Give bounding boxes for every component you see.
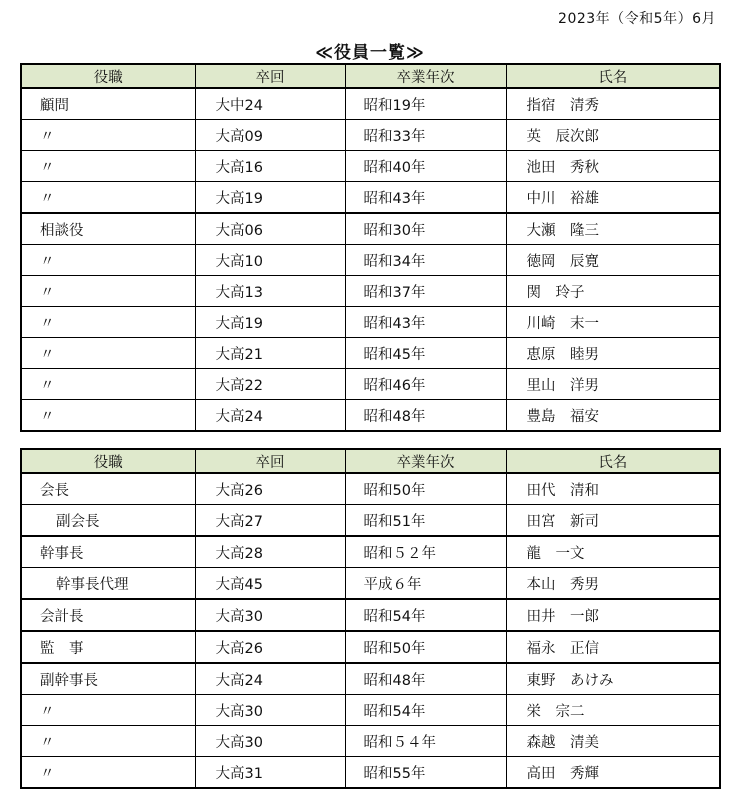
grad-year-cell: 昭和55年 <box>345 757 506 789</box>
table-row <box>21 182 720 214</box>
grad-year-cell: 平成６年 <box>345 568 506 600</box>
grad-year-cell: 昭和40年 <box>345 151 506 182</box>
role-cell: 副幹事長 <box>21 663 195 695</box>
name-cell: 田宮 新司 <box>506 505 720 537</box>
name-cell: 本山 秀男 <box>506 568 720 600</box>
grad-year-cell: 昭和54年 <box>345 599 506 631</box>
role-cell: 〃 <box>21 307 195 338</box>
table-row <box>21 473 720 505</box>
header-role: 役職 <box>21 64 195 88</box>
role-cell: 会長 <box>21 473 195 505</box>
grad-year-cell: 昭和50年 <box>345 473 506 505</box>
table-row <box>21 663 720 695</box>
role-cell: 〃 <box>21 338 195 369</box>
table-row <box>21 695 720 726</box>
table-row <box>21 276 720 307</box>
class-cell: 大高22 <box>195 369 345 400</box>
name-cell: 徳岡 辰寛 <box>506 245 720 276</box>
role-cell: 幹事長 <box>21 536 195 568</box>
table-row <box>21 400 720 432</box>
table-row <box>21 307 720 338</box>
header-role: 役職 <box>21 449 195 473</box>
role-cell: 〃 <box>21 276 195 307</box>
grad-year-cell: 昭和51年 <box>345 505 506 537</box>
table-row <box>21 631 720 663</box>
class-cell: 大高19 <box>195 182 345 214</box>
table-row <box>21 757 720 789</box>
table-header-row <box>21 449 720 473</box>
table-row <box>21 151 720 182</box>
grad-year-cell: 昭和30年 <box>345 213 506 245</box>
class-cell: 大高19 <box>195 307 345 338</box>
advisors-table <box>20 63 721 432</box>
grad-year-cell: 昭和33年 <box>345 120 506 151</box>
class-cell: 大高16 <box>195 151 345 182</box>
name-cell: 中川 裕雄 <box>506 182 720 214</box>
role-cell: 〃 <box>21 695 195 726</box>
class-cell: 大高26 <box>195 631 345 663</box>
role-cell: 相談役 <box>21 213 195 245</box>
header-class: 卒回 <box>195 449 345 473</box>
class-cell: 大高30 <box>195 599 345 631</box>
name-cell: 指宿 清秀 <box>506 88 720 120</box>
grad-year-cell: 昭和５４年 <box>345 726 506 757</box>
class-cell: 大高45 <box>195 568 345 600</box>
role-cell: 監 事 <box>21 631 195 663</box>
name-cell: 龍 一文 <box>506 536 720 568</box>
grad-year-cell: 昭和54年 <box>345 695 506 726</box>
grad-year-cell: 昭和46年 <box>345 369 506 400</box>
name-cell: 恵原 睦男 <box>506 338 720 369</box>
table-row <box>21 213 720 245</box>
class-cell: 大高06 <box>195 213 345 245</box>
grad-year-cell: 昭和19年 <box>345 88 506 120</box>
role-cell: 〃 <box>21 182 195 214</box>
class-cell: 大高09 <box>195 120 345 151</box>
class-cell: 大高30 <box>195 695 345 726</box>
role-cell: 〃 <box>21 400 195 432</box>
header-grad-year: 卒業年次 <box>345 449 506 473</box>
table-row <box>21 245 720 276</box>
header-name: 氏名 <box>506 449 720 473</box>
role-cell: 顧問 <box>21 88 195 120</box>
name-cell: 田代 清和 <box>506 473 720 505</box>
table-row <box>21 599 720 631</box>
class-cell: 大高31 <box>195 757 345 789</box>
name-cell: 池田 秀秋 <box>506 151 720 182</box>
class-cell: 大高21 <box>195 338 345 369</box>
document-date: 2023年（令和5年）6月 <box>558 11 716 27</box>
header-class: 卒回 <box>195 64 345 88</box>
grad-year-cell: 昭和45年 <box>345 338 506 369</box>
name-cell: 里山 洋男 <box>506 369 720 400</box>
table-row <box>21 88 720 120</box>
role-cell: 副会長 <box>21 505 195 537</box>
grad-year-cell: 昭和48年 <box>345 663 506 695</box>
name-cell: 田井 一郎 <box>506 599 720 631</box>
class-cell: 大高28 <box>195 536 345 568</box>
table-row <box>21 338 720 369</box>
header-name: 氏名 <box>506 64 720 88</box>
role-cell: 〃 <box>21 151 195 182</box>
class-cell: 大高26 <box>195 473 345 505</box>
grad-year-cell: 昭和50年 <box>345 631 506 663</box>
class-cell: 大高13 <box>195 276 345 307</box>
name-cell: 関 玲子 <box>506 276 720 307</box>
name-cell: 大瀬 隆三 <box>506 213 720 245</box>
officers-table <box>20 448 721 789</box>
name-cell: 川崎 末一 <box>506 307 720 338</box>
grad-year-cell: 昭和34年 <box>345 245 506 276</box>
table-row <box>21 726 720 757</box>
role-cell: 〃 <box>21 726 195 757</box>
grad-year-cell: 昭和５２年 <box>345 536 506 568</box>
header-grad-year: 卒業年次 <box>345 64 506 88</box>
name-cell: 英 辰次郎 <box>506 120 720 151</box>
role-cell: 幹事長代理 <box>21 568 195 600</box>
table-row <box>21 568 720 600</box>
table-row <box>21 536 720 568</box>
table-header-row <box>21 64 720 88</box>
class-cell: 大高10 <box>195 245 345 276</box>
name-cell: 福永 正信 <box>506 631 720 663</box>
class-cell: 大高30 <box>195 726 345 757</box>
table-row <box>21 505 720 537</box>
name-cell: 栄 宗二 <box>506 695 720 726</box>
class-cell: 大高27 <box>195 505 345 537</box>
name-cell: 森越 清美 <box>506 726 720 757</box>
name-cell: 東野 あけみ <box>506 663 720 695</box>
grad-year-cell: 昭和43年 <box>345 182 506 214</box>
grad-year-cell: 昭和48年 <box>345 400 506 432</box>
class-cell: 大中24 <box>195 88 345 120</box>
role-cell: 〃 <box>21 757 195 789</box>
name-cell: 豊島 福安 <box>506 400 720 432</box>
table-row <box>21 369 720 400</box>
role-cell: 〃 <box>21 120 195 151</box>
class-cell: 大高24 <box>195 400 345 432</box>
table-row <box>21 120 720 151</box>
name-cell: 高田 秀輝 <box>506 757 720 789</box>
page-title: ≪役員一覧≫ <box>315 43 425 63</box>
class-cell: 大高24 <box>195 663 345 695</box>
grad-year-cell: 昭和37年 <box>345 276 506 307</box>
role-cell: 〃 <box>21 369 195 400</box>
role-cell: 〃 <box>21 245 195 276</box>
role-cell: 会計長 <box>21 599 195 631</box>
grad-year-cell: 昭和43年 <box>345 307 506 338</box>
